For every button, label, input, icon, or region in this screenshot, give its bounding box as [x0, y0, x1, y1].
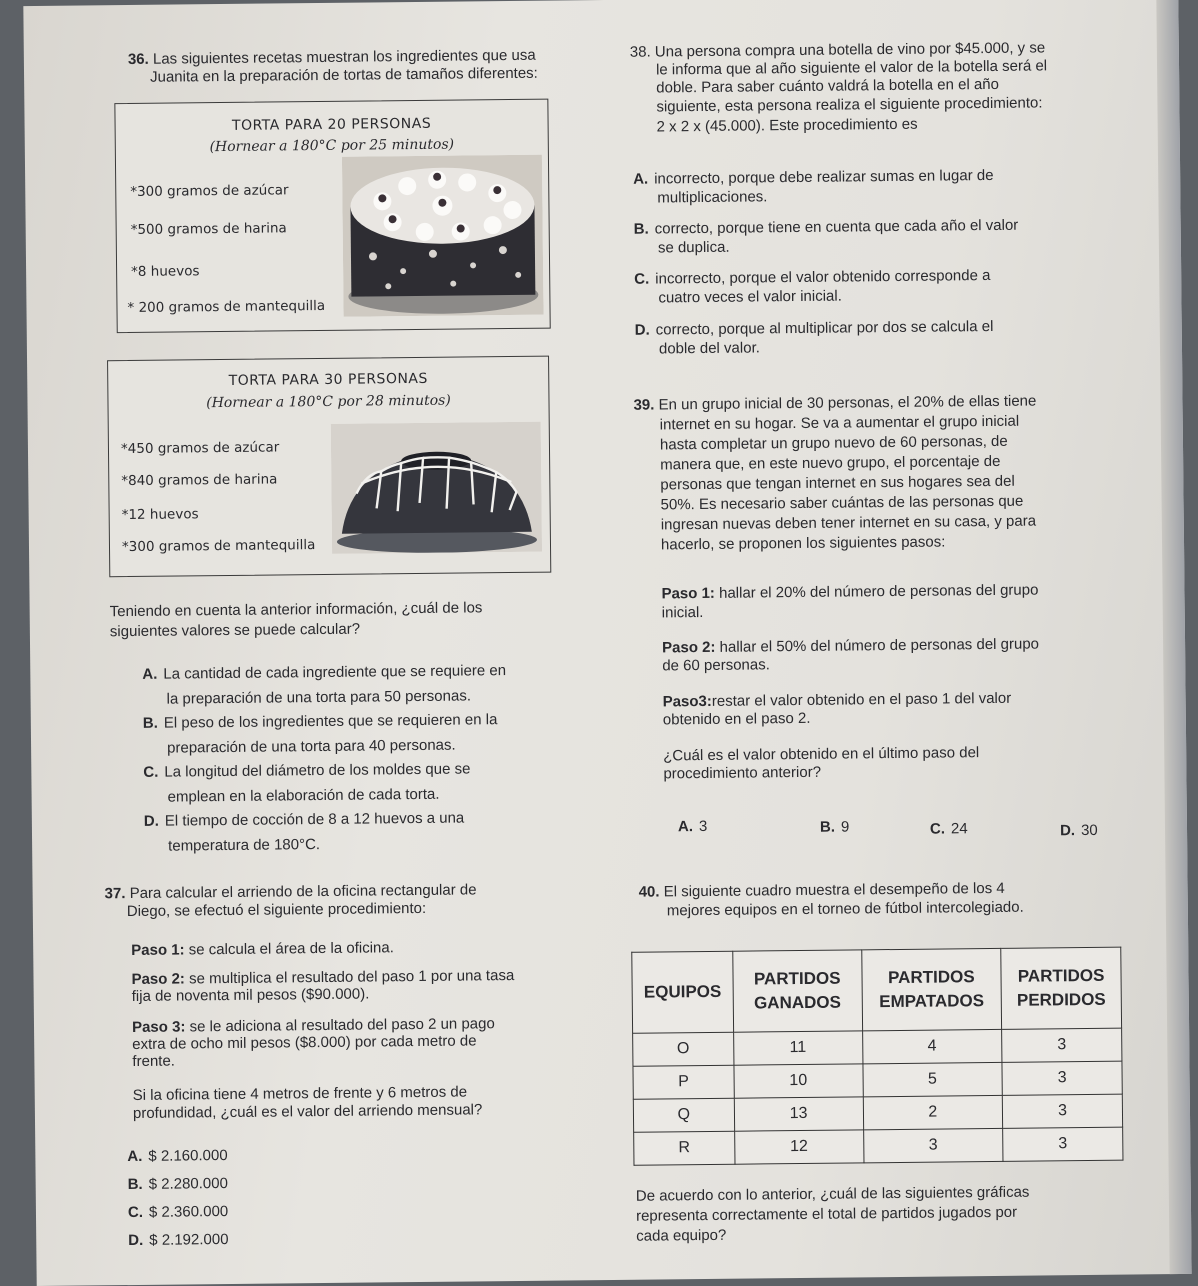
q38-option-c[interactable] — [634, 266, 990, 289]
q36-question-line2: siguientes valores se puede calcular? — [109, 620, 361, 641]
option-letter: B. — [142, 714, 158, 732]
q39-line8: hacerlo, se proponen los siguientes pasos: — [660, 533, 946, 554]
q36-option-d-cont: temperatura de 180°C. — [168, 836, 321, 855]
option-letter: D. — [128, 1231, 144, 1250]
recipe-30-subtitle: (Hornear a 180°C por 28 minutos) — [206, 392, 451, 412]
q38-option-c-cont: cuatro veces el valor inicial. — [658, 287, 842, 307]
q40-question-line2: representa correctamente el total de partidos jugados por — [635, 1203, 1018, 1225]
table-row — [633, 1094, 1122, 1132]
q39-line2: internet en su hogar. Se va a aumentar el grupo inicial — [659, 412, 1020, 434]
q36-option-c-cont: emplean en la elaboración de cada torta. — [167, 785, 440, 806]
team-stats-table — [631, 947, 1123, 1166]
lost-cell: 3 — [1002, 1028, 1122, 1062]
option-text: 24 — [950, 820, 968, 838]
option-letter: A. — [127, 1147, 143, 1166]
q40-question-line1: De acuerdo con lo anterior, ¿cuál de las siguientes gráficas — [635, 1183, 1030, 1205]
option-text: $ 2.160.000 — [148, 1147, 228, 1165]
option-letter: C. — [143, 763, 159, 781]
q37-paso3-cont2: frente. — [132, 1052, 176, 1070]
paso-text: hallar el 50% del número de personas del grupo — [719, 635, 1040, 656]
q39-paso3 — [663, 690, 1012, 711]
q39-option-d[interactable] — [1060, 821, 1098, 840]
won-cell: 12 — [734, 1130, 863, 1164]
q39-line1 — [633, 392, 1036, 413]
paso-label: Paso 3: — [131, 1018, 186, 1036]
q39-option-a[interactable] — [678, 817, 708, 836]
paso-label: Paso 1: — [661, 584, 715, 603]
q37-text1: Para calcular el arriendo de la oficina rectangular de — [129, 881, 477, 903]
q39-line7: ingresan nuevas deben tener internet en su casa, y para — [660, 512, 1037, 534]
option-text: La cantidad de cada ingrediente que se requiere en — [163, 662, 507, 683]
recipe-30-ingredient: *450 gramos de azúcar — [120, 439, 280, 458]
won-cell: 10 — [734, 1064, 863, 1098]
option-text: 30 — [1080, 821, 1098, 840]
option-text: correcto, porque tiene en cuenta que cada año el valor — [654, 216, 1019, 238]
q39-text: En un grupo inicial de 30 personas, el 20% de ellas tiene — [658, 392, 1037, 414]
option-text: $ 2.280.000 — [148, 1175, 229, 1193]
option-letter: C. — [634, 270, 650, 288]
q36-intro-line2: Juanita en la preparación de tortas de tamaños diferentes: — [149, 64, 538, 86]
q36-option-d[interactable] — [144, 809, 465, 831]
q37-paso3-cont1: extra de ocho mil pesos ($8.000) por cada metro de — [132, 1032, 477, 1053]
q38-line5: 2 x 2 x (45.000). Este procedimiento es — [656, 115, 918, 136]
q38-option-a-cont: multiplicaciones. — [657, 188, 768, 207]
tied-cell: 5 — [862, 1062, 1002, 1096]
recipe-20-subtitle: (Hornear a 180°C por 25 minutos) — [209, 136, 455, 156]
paso-label: Paso 1: — [131, 941, 185, 960]
q39-question-line1: ¿Cuál es el valor obtenido en el último paso del — [663, 744, 980, 765]
recipe-30-ingredient: *840 gramos de harina — [121, 471, 278, 490]
q38-number: 38. — [629, 43, 651, 61]
q39-question-line2: procedimiento anterior? — [663, 763, 822, 783]
q40-number: 40. — [638, 883, 660, 901]
q37-option-b[interactable] — [128, 1174, 228, 1194]
q39-option-c[interactable] — [930, 819, 968, 838]
q39-line3: hasta completar un grupo nuevo de 60 personas, de — [659, 432, 1008, 454]
q39-line4: manera que, en este nuevo grupo, el porcentaje de — [660, 452, 1001, 474]
option-text: $ 2.192.000 — [149, 1231, 229, 1249]
q39-paso1 — [661, 581, 1038, 602]
recipe-20-ingredient: *8 huevos — [131, 263, 200, 280]
option-letter: C. — [929, 820, 946, 838]
q36-option-c[interactable] — [143, 759, 470, 781]
page-edge — [1156, 0, 1191, 1274]
q37-paso2-cont: fija de noventa mil pesos ($90.000). — [131, 985, 370, 1006]
q36-question-line1: Teniendo en cuenta la anterior información, ¿cuál de los — [109, 599, 483, 621]
q37-option-a[interactable] — [127, 1146, 227, 1166]
q39-number: 39. — [633, 396, 655, 414]
option-text: incorrecto, porque debe realizar sumas en lugar de — [654, 166, 994, 188]
option-letter: A. — [677, 818, 694, 836]
q36-option-b-cont: preparación de una torta para 40 personas. — [167, 736, 456, 757]
recipe-30-ingredient: *12 huevos — [121, 506, 199, 524]
q39-paso2-cont: de 60 personas. — [662, 656, 770, 675]
q36-option-a[interactable] — [142, 661, 506, 684]
option-letter: B. — [127, 1175, 143, 1194]
recipe-20-ingredient: *300 gramos de azúcar — [130, 182, 289, 200]
recipe-30-box — [107, 356, 551, 578]
recipe-20-title: TORTA PARA 20 PERSONAS — [231, 115, 432, 134]
paso-label: Paso 2: — [131, 970, 185, 989]
header-equipos: EQUIPOS — [632, 951, 734, 1033]
paso-text: restar el valor obtenido en el paso 1 del valor — [711, 689, 1012, 710]
won-cell: 11 — [733, 1031, 862, 1065]
q38-option-b-cont: se duplica. — [657, 238, 730, 257]
q39-option-b[interactable] — [820, 817, 850, 836]
q38-option-a[interactable] — [633, 166, 994, 189]
option-letter: A. — [633, 170, 649, 188]
won-cell: 13 — [734, 1097, 863, 1131]
recipe-20-box — [114, 99, 550, 334]
q38-option-b[interactable] — [634, 216, 1019, 239]
paso-label: Paso 2: — [661, 638, 716, 657]
option-text: El peso de los ingredientes que se requieren en la — [163, 711, 498, 732]
team-cell: P — [633, 1065, 734, 1099]
q37-option-d[interactable] — [128, 1230, 228, 1250]
tied-cell: 2 — [863, 1095, 1003, 1129]
q37-paso2 — [131, 967, 514, 988]
q40-text1: El siguiente cuadro muestra el desempeño de los 4 — [663, 879, 1005, 901]
recipe-20-ingredient: *500 gramos de harina — [130, 220, 287, 238]
paso-text: se multiplica el resultado del paso 1 por una tasa — [188, 966, 515, 988]
option-text: $ 2.360.000 — [148, 1203, 229, 1221]
option-letter: B. — [819, 818, 836, 836]
option-letter: C. — [127, 1203, 144, 1222]
q37-question-line1: Si la oficina tiene 4 metros de frente y 6 metros de — [132, 1083, 468, 1104]
tied-cell: 3 — [863, 1128, 1003, 1162]
q40-line1 — [639, 880, 1005, 901]
q40-question-line3: cada equipo? — [636, 1226, 727, 1245]
option-text: correcto, porque al multiplicar por dos se calcula el — [655, 317, 994, 339]
team-cell: Q — [633, 1098, 734, 1132]
q38-line2: le informa que al año siguiente el valor de la botella será el — [655, 57, 1048, 79]
table-header-row — [632, 947, 1122, 1033]
q37-line2: Diego, se efectuó el siguiente procedimiento: — [126, 899, 427, 921]
bundt-cake-image — [331, 422, 542, 554]
option-letter: B. — [633, 220, 649, 238]
q39-line5: personas que tengan internet en sus hogares sea del — [660, 472, 1015, 494]
header-perdidos: PARTIDOS PERDIDOS — [1001, 947, 1122, 1029]
q38-text1: Una persona compra una botella de vino por $45.000, y se — [654, 39, 1046, 61]
option-text: 3 — [698, 817, 708, 836]
table-row — [634, 1127, 1123, 1165]
q38-line4: siguiente, esta persona realiza el siguiente procedimiento: — [656, 94, 1043, 116]
q40-line2: mejores equipos en el torneo de fútbol intercolegiado. — [666, 898, 1024, 920]
paso-text: se le adiciona al resultado del paso 2 un pago — [189, 1015, 495, 1036]
team-cell: R — [634, 1131, 735, 1165]
header-ganados: PARTIDOS GANADOS — [733, 950, 863, 1032]
paso-label: Paso3: — [662, 692, 712, 711]
recipe-30-ingredient: *300 gramos de mantequilla — [121, 537, 316, 556]
q36-number: 36. — [127, 50, 149, 68]
table-row — [633, 1028, 1122, 1066]
table-row — [633, 1061, 1122, 1099]
option-letter: D. — [143, 812, 159, 830]
team-cell: O — [633, 1032, 734, 1066]
option-letter: D. — [634, 321, 650, 339]
option-text: incorrecto, porque el valor obtenido corresponde a — [655, 266, 991, 288]
q37-option-c[interactable] — [128, 1202, 228, 1222]
q38-option-d[interactable] — [635, 317, 994, 340]
q39-line6: 50%. Es necesario saber cuántas de las personas que — [660, 492, 1024, 514]
lost-cell: 3 — [1002, 1061, 1122, 1095]
q38-option-d-cont: doble del valor. — [658, 339, 760, 358]
q36-option-a-cont: la preparación de una torta para 50 personas. — [166, 687, 472, 708]
option-text: 9 — [840, 818, 850, 836]
lost-cell: 3 — [1002, 1094, 1122, 1128]
q39-paso1-cont: inicial. — [661, 603, 704, 622]
option-letter: D. — [1059, 822, 1076, 840]
lost-cell: 3 — [1003, 1127, 1123, 1161]
q36-intro-text1: Las siguientes recetas muestran los ingredientes que usa — [152, 46, 536, 68]
header-empatados: PARTIDOS EMPATADOS — [861, 948, 1001, 1030]
paso-text: se calcula el área de la oficina. — [188, 939, 394, 959]
q38-line3: doble. Para saber cuánto valdrá la botella en el año — [656, 75, 1000, 97]
q39-paso2 — [662, 635, 1039, 656]
option-letter: A. — [142, 665, 158, 683]
tied-cell: 4 — [862, 1029, 1002, 1063]
q37-number: 37. — [104, 885, 126, 903]
q36-option-b[interactable] — [143, 710, 498, 733]
decorated-cake-image — [342, 155, 544, 317]
q37-paso1 — [131, 939, 394, 959]
recipe-20-ingredient: * 200 gramos de mantequilla — [127, 297, 326, 317]
q37-question-line2: profundidad, ¿cuál es el valor del arriendo mensual? — [132, 1101, 483, 1122]
exam-page — [23, 0, 1191, 1286]
recipe-30-title: TORTA PARA 30 PERSONAS — [228, 370, 428, 389]
q39-paso3-cont: obtenido en el paso 2. — [662, 709, 811, 729]
option-text: La longitud del diámetro de los moldes que se — [164, 760, 471, 781]
paso-text: hallar el 20% del número de personas del grupo — [718, 581, 1039, 602]
option-text: El tiempo de cocción de 8 a 12 huevos a una — [164, 809, 465, 830]
